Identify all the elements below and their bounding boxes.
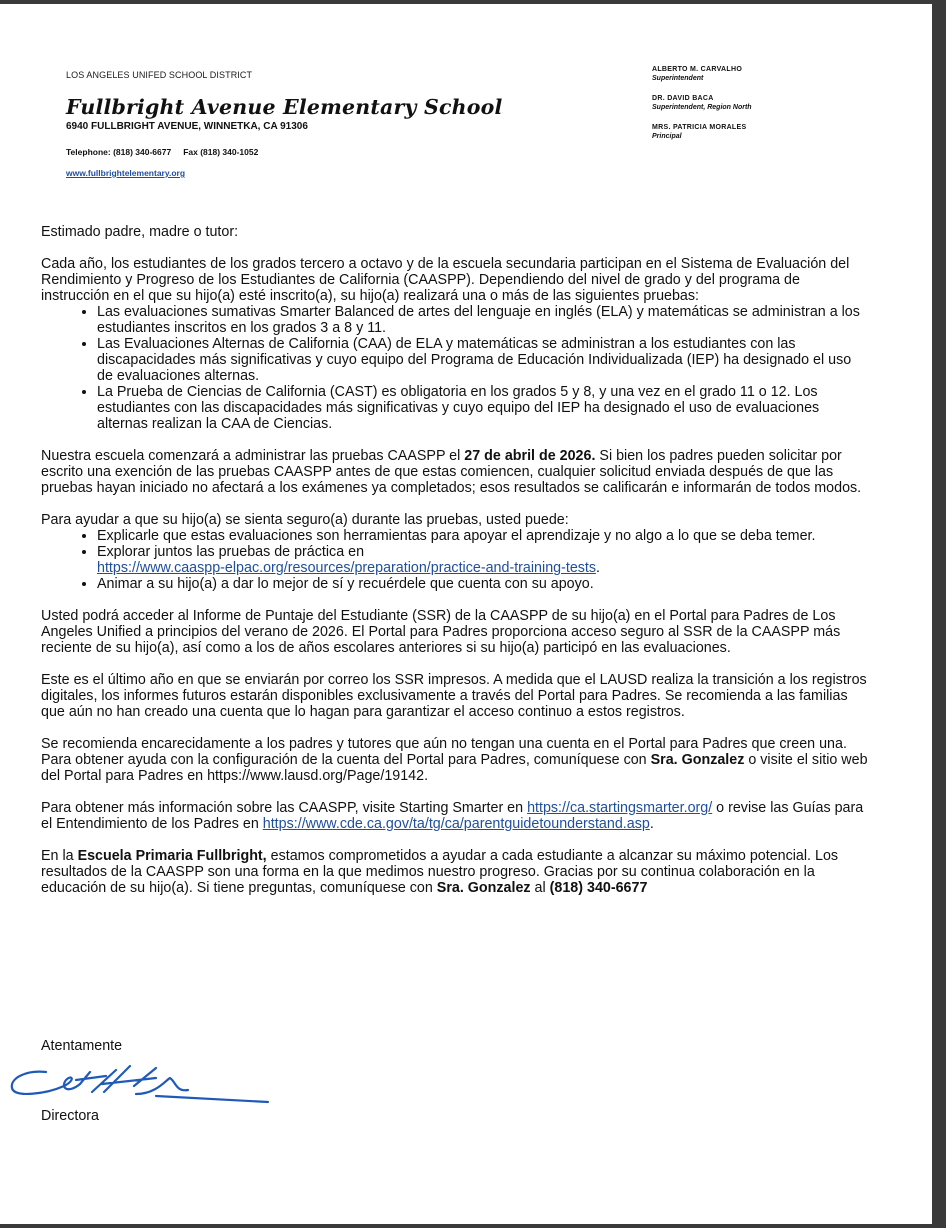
text: Explorar juntos las pruebas de práctica en [97, 544, 365, 560]
list-item: • Animar a su hijo(a) a dar lo mejor de sí y recuérdele que cuenta con su apoyo. [97, 576, 871, 592]
test-list [41, 304, 871, 432]
text: o visite el sitio web del Portal para Padres en https://www.lausd.org/Page/19142. [41, 752, 868, 784]
support-list [41, 528, 871, 592]
test-date: 27 de abril de 2026. [464, 448, 596, 464]
paragraph-digital: Este es el último año en que se enviarán por correo los SSR impresos. A medida que el LAUSD realiza la transición a los registros digitales, los informes futuros estarán disponibles exclusivamente a través del Portal para Padres. Se recomienda a las familias que aún no han creado una cuenta que lo hagan para garantizar el acceso continuo a estos registros. [41, 672, 867, 720]
text: al [530, 880, 550, 896]
paragraph-text: Cada año, los estudiantes de los grados tercero a octavo y de la escuela secundaria participan en el Sistema de Evaluación del Rendimiento y Progreso de los Estudiantes de California (CAASPP). Dependiendo del nivel de grado y del programa de instrucción en el que su hijo(a) esté inscrito(a), su hijo(a) realizará una o más de las siguientes pruebas: [41, 256, 850, 304]
text: estamos comprometidos a ayudar a cada estudiante a alcanzar su máximo potencial. Los resultados de la CAASPP son una forma en la que medimos nuestro progreso. Gracias por su continua colaboración en la educación de su hijo(a). Si tiene preguntas, comuníquese con [41, 848, 839, 896]
greeting: Estimado padre, madre o tutor: [41, 224, 239, 240]
letterhead-left [66, 70, 502, 181]
list-item: • Las Evaluaciones Alternas de California (CAA) de ELA y matemáticas se administran a los estudiantes con las discapacidades más significativas y cuyo equipo del Programa de Educación Individualizada (IEP) ha designado el uso de evaluaciones alternas. [97, 336, 871, 384]
contact-phone: (818) 340-6677 [549, 880, 648, 896]
paragraph-ssr: Usted podrá acceder al Informe de Puntaje del Estudiante (SSR) de la CAASPP de su hijo(a) en el Portal para Padres de Los Angeles Unified a principios del verano de 2026. El Portal para Padres proporciona acceso seguro al SSR de la CAASPP más reciente de su hijo(a), así como a los de años escolares anteriores si su hijo(a) participó en las evaluaciones. [41, 608, 841, 656]
text: Se recomienda encarecidamente a los padres y tutores que aún no tengan una cuenta en el Portal para Padres que creen una. Para obtener ayuda con la configuración de la cuenta del Portal para Padres, comuníquese con [41, 736, 847, 768]
list-item: • La Prueba de Ciencias de California (CAST) es obligatoria en los grados 5 y 8, y una vez en el grado 11 o 12. Los estudiantes con las discapacidades más significativas y cuyo equipo del IEP ha designado el uso de evaluaciones alternas realizan la CAA de Ciencias. [97, 384, 871, 432]
official-name: DR. DAVID BACA [652, 95, 714, 102]
official-name: MRS. PATRICIA MORALES [652, 124, 747, 131]
list-item: • Explorar juntos las pruebas de práctica en https://www.caaspp-elpac.org/resources/preparation/practice-and-training-tests. [97, 544, 871, 576]
list-item: • Explicarle que estas evaluaciones son herramientas para apoyar el aprendizaje y no algo a lo que se deba temer. [97, 528, 871, 544]
official-title: Superintendent, Region North [652, 104, 752, 111]
text: o revise las Guías para el Entendimiento de los Padres en [41, 800, 864, 832]
list-item: • Las evaluaciones sumativas Smarter Balanced de artes del lenguaje en inglés (ELA) y matemáticas se administran a los estudiantes inscritos en los grados 3 a 8 y 11. [97, 304, 871, 336]
website-link[interactable]: www.fullbrightelementary.org [66, 168, 186, 178]
practice-tests-link[interactable]: https://www.caaspp-elpac.org/resources/preparation/practice-and-training-tests [97, 560, 597, 576]
school-address: 6940 FULLBRIGHT AVENUE, WINNETKA, CA 91306 [66, 121, 308, 132]
letterhead-officials [652, 66, 922, 153]
paragraph-info [41, 800, 871, 832]
school-name: Fullbright Avenue Elementary School [66, 95, 503, 119]
contact-numbers [66, 147, 502, 157]
paragraph-test-date [41, 448, 871, 496]
closing: Atentamente [41, 1038, 123, 1054]
text: En la [41, 848, 78, 864]
official-superintendent [652, 66, 922, 82]
signer-title: Directora [41, 1108, 99, 1124]
school-name-bold: Escuela Primaria Fullbright, [77, 848, 267, 864]
paragraph-closing [41, 848, 871, 896]
text: Si bien los padres pueden solicitar por escrito una exención de las pruebas CAASPP antes de que estas comiencen, cualquier solicitud enviada después de que las pruebas hayan iniciado no afectará a los exámenes ya completados; esos resultados se calificarán e informarán de todos modos. [41, 448, 862, 496]
paragraph-text: Para ayudar a que su hijo(a) se sienta seguro(a) durante las pruebas, usted puede: [41, 512, 569, 528]
text: Nuestra escuela comenzará a administrar las pruebas CAASPP el [41, 448, 465, 464]
official-title: Principal [652, 133, 682, 140]
official-principal [652, 124, 922, 140]
telephone: Telephone: (818) 340-6677 [66, 147, 172, 157]
district-name: LOS ANGELES UNIFED SCHOOL DISTRICT [66, 70, 253, 80]
paragraph-portal [41, 736, 871, 784]
paragraph-intro [41, 256, 871, 432]
contact-name: Sra. Gonzalez [650, 752, 745, 768]
official-region-superintendent [652, 95, 922, 111]
fax: Fax (818) 340-1052 [183, 147, 259, 157]
letter-body [41, 224, 871, 912]
official-name: ALBERTO M. CARVALHO [652, 66, 743, 73]
starting-smarter-link[interactable]: https://ca.startingsmarter.org/ [527, 800, 713, 816]
text: . [649, 816, 654, 832]
text: Para obtener más información sobre las CAASPP, visite Starting Smarter en [41, 800, 528, 816]
paragraph-support [41, 512, 871, 592]
parent-guide-link[interactable]: https://www.cde.ca.gov/ta/tg/ca/parentguidetounderstand.asp [262, 816, 650, 832]
signature-image [6, 1050, 276, 1110]
official-title: Superintendent [652, 75, 704, 82]
contact-name: Sra. Gonzalez [436, 880, 531, 896]
letter-page [0, 4, 932, 1224]
